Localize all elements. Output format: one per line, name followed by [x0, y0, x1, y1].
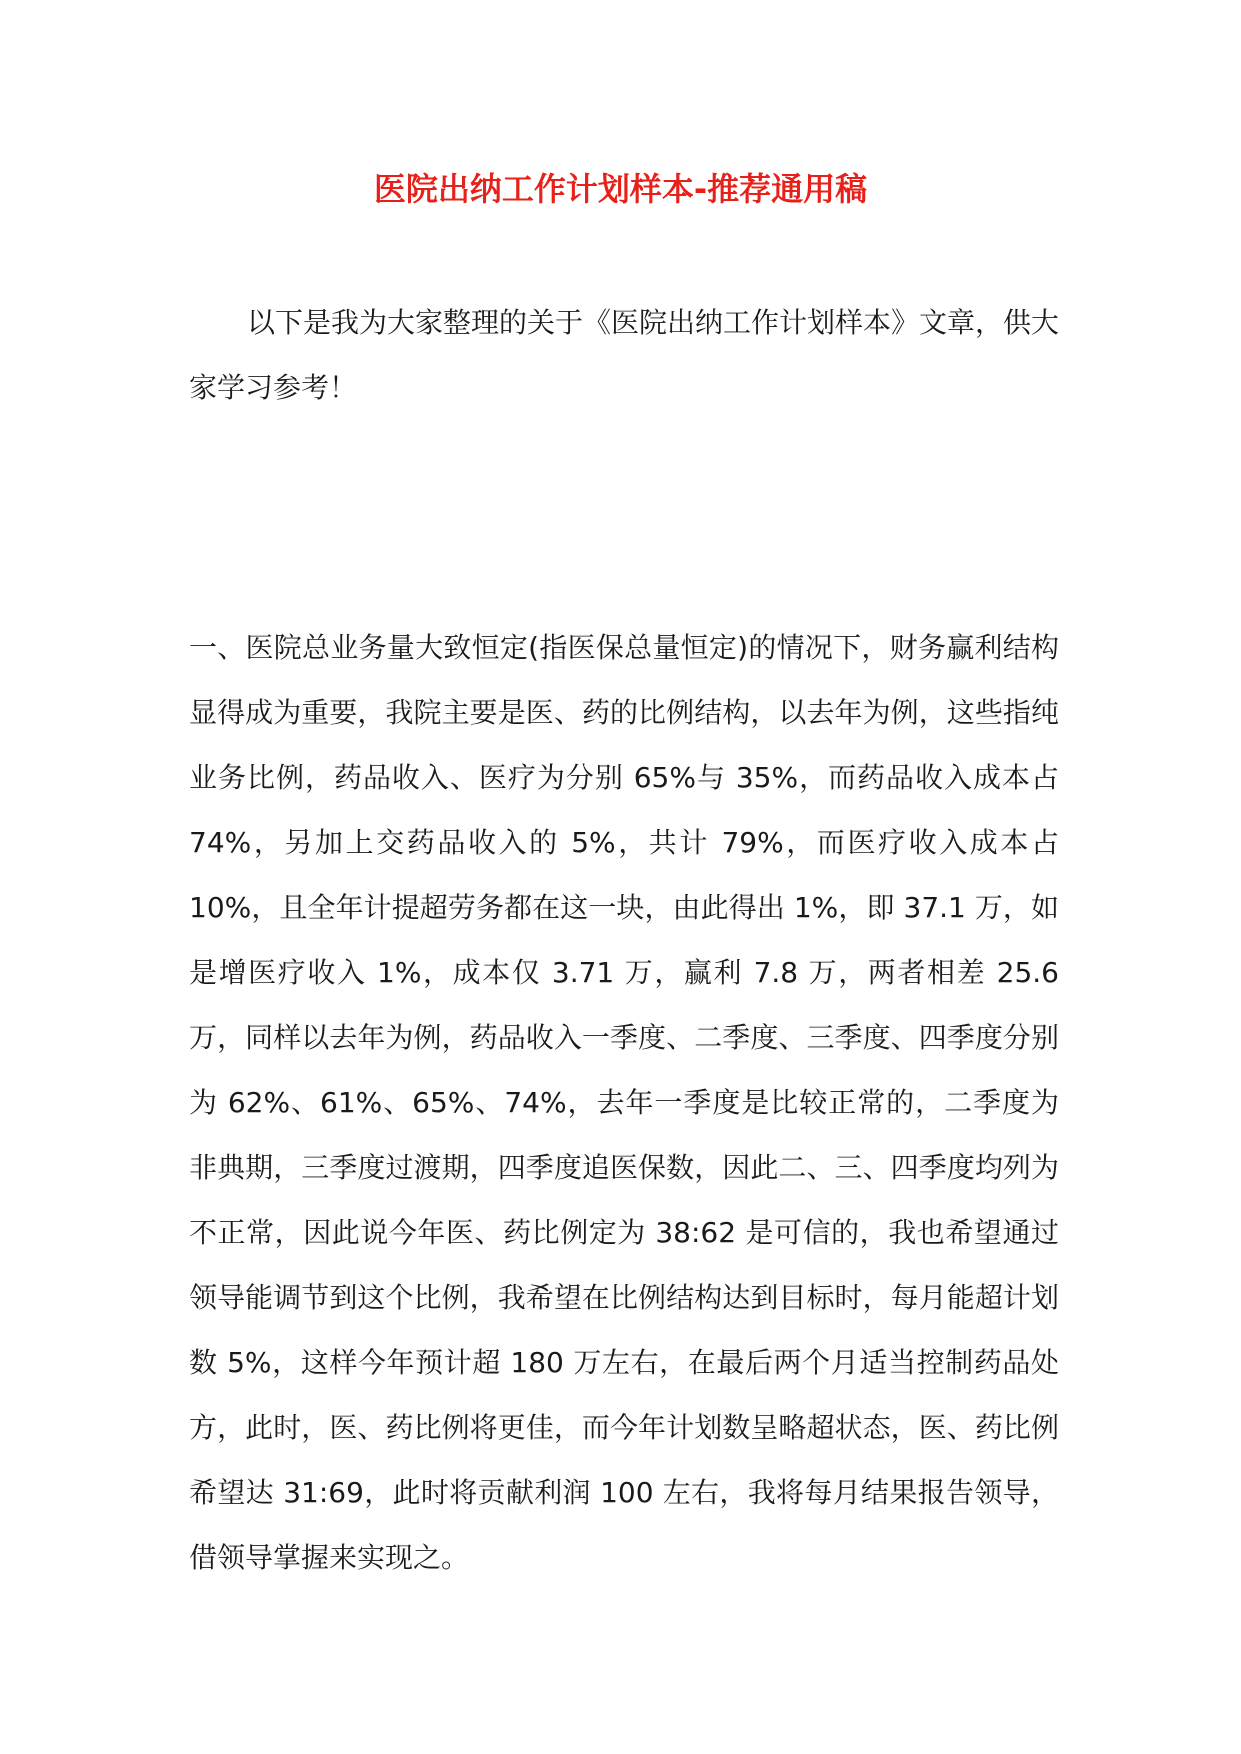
intro-paragraph: 以下是我为大家整理的关于《医院出纳工作计划样本》文章，供大家学习参考！ — [189, 306, 1060, 404]
body-paragraph: 一、医院总业务量大致恒定(指医保总量恒定)的情况下，财务赢利结构显得成为重要，我院主要是医、药的比例结构，以去年为例，这些指纯业务比例，药品收入、医疗为分别 65%与 35%，而药品收入成本占 74%，另加上交药品收入的 5%，共计 79%，而医疗收入成本占 10%，且全年计提超劳务都在这一块，由此得出 1%，即 37.1 万，如是增医疗收入 1%，成本仅 3.71 万，赢利 7.8 万，两者相差 25.6 万，同样以去年为例，药品收入一季度、二季度、三季度、四季度分别为 62%、61%、65%、74%，去年一季度是比较正常的，二季度为非典期，三季度过渡期，四季度追医保数，因此二、三、四季度均列为不正常，因此说今年医、药比例定为 38:62 是可信的，我也希望通过领导能调节到这个比例，我希望在比例结构达到目标时，每月能超计划数 5%，这样今年预计超 180 万左右，在最后两个月适当控制药品处方，此时，医、药比例将更佳，而今年计划数呈略超状态，医、药比例希望达 31:69，此时将贡献利润 100 左右，我将每月结果报告领导，借领导掌握来实现之。 — [189, 631, 1059, 1574]
document-title: 医院出纳工作计划样本-推荐通用稿 — [373, 170, 868, 208]
